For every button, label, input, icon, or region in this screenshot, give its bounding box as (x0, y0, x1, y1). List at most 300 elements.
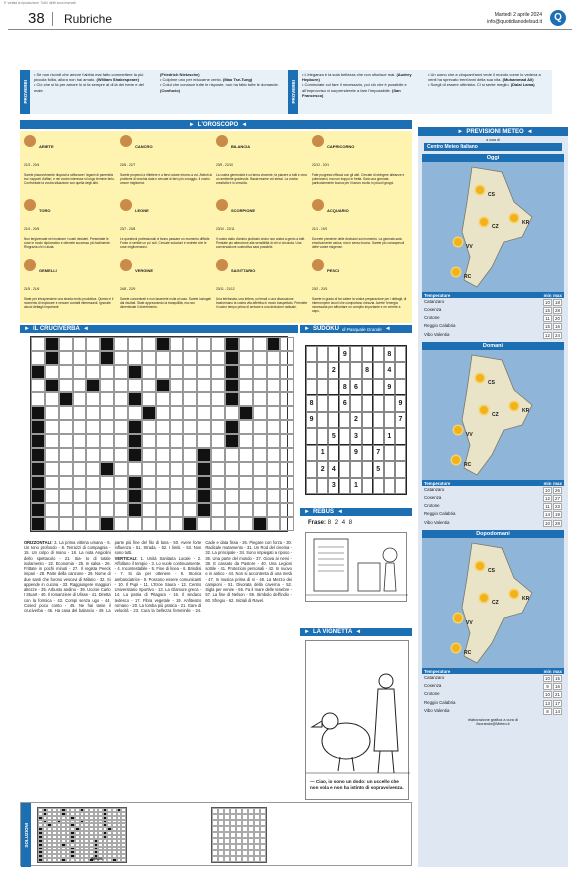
crossword-cell[interactable] (114, 462, 128, 476)
crossword-cell[interactable] (280, 365, 294, 379)
crossword-cell[interactable] (170, 503, 184, 517)
crossword-cell[interactable] (100, 392, 114, 406)
crossword-cell[interactable] (253, 434, 267, 448)
sudoku-cell[interactable] (317, 412, 328, 428)
sudoku-cell[interactable] (328, 379, 339, 395)
sudoku-cell[interactable] (395, 362, 406, 378)
crossword-cell[interactable] (100, 406, 114, 420)
crossword-cell[interactable] (197, 337, 211, 351)
crossword-cell[interactable] (45, 517, 59, 531)
crossword-cell[interactable] (86, 406, 100, 420)
crossword-cell[interactable] (114, 420, 128, 434)
sudoku-cell[interactable] (306, 461, 317, 477)
crossword-cell[interactable] (86, 337, 100, 351)
sudoku-cell[interactable] (306, 362, 317, 378)
crossword-cell[interactable] (128, 406, 142, 420)
crossword-cell[interactable] (45, 503, 59, 517)
crossword-cell[interactable] (267, 517, 281, 531)
sudoku-cell[interactable] (362, 428, 373, 444)
crossword-cell[interactable] (114, 489, 128, 503)
sudoku-cell[interactable] (395, 379, 406, 395)
crossword-cell[interactable] (59, 448, 73, 462)
crossword-cell[interactable] (170, 365, 184, 379)
crossword-cell[interactable] (267, 392, 281, 406)
crossword-cell[interactable] (142, 448, 156, 462)
crossword-cell[interactable] (239, 337, 253, 351)
crossword-cell[interactable] (59, 351, 73, 365)
crossword-cell[interactable] (239, 392, 253, 406)
capricorno-icon (312, 135, 324, 147)
crossword-cell[interactable] (183, 476, 197, 490)
crossword-cell[interactable] (59, 503, 73, 517)
crossword-cell[interactable] (239, 489, 253, 503)
sudoku-cell[interactable] (339, 362, 350, 378)
crossword-cell[interactable] (183, 434, 197, 448)
crossword-cell[interactable] (253, 489, 267, 503)
sudoku-cell[interactable] (362, 461, 373, 477)
sudoku-cell[interactable] (373, 362, 384, 378)
crossword-cell[interactable] (239, 462, 253, 476)
vignetta-caption: — Ciao, io sono un dodo: un uccello che non vola e non ha istinto di sopravvivenza. (310, 779, 404, 790)
crossword-cell[interactable] (45, 489, 59, 503)
crossword-cell[interactable] (142, 351, 156, 365)
crossword-cell[interactable] (59, 476, 73, 490)
section-title: Rubriche (64, 12, 113, 26)
crossword-cell[interactable] (280, 489, 294, 503)
crossword-cell[interactable] (211, 337, 225, 351)
sudoku-cell[interactable] (362, 478, 373, 494)
crossword-cell[interactable] (45, 365, 59, 379)
crossword-cell[interactable] (156, 406, 170, 420)
crossword-cell[interactable] (280, 351, 294, 365)
crossword-cell[interactable] (114, 503, 128, 517)
sudoku-cell[interactable] (384, 478, 395, 494)
crossword-cell[interactable] (170, 337, 184, 351)
temperature-row: Cosenza 9 16 (422, 683, 564, 691)
sudoku-cell[interactable] (328, 445, 339, 461)
sudoku-cell[interactable] (339, 461, 350, 477)
sudoku-cell[interactable] (395, 461, 406, 477)
crossword-cell[interactable] (170, 379, 184, 393)
sudoku-cell[interactable] (328, 395, 339, 411)
crossword-cell[interactable] (225, 448, 239, 462)
sudoku-cell[interactable] (306, 428, 317, 444)
sudoku-cell[interactable] (395, 478, 406, 494)
crossword-cell[interactable] (73, 462, 87, 476)
sudoku-cell[interactable] (384, 412, 395, 428)
sudoku-cell[interactable] (317, 428, 328, 444)
crossword-cell[interactable] (100, 379, 114, 393)
crossword-cell[interactable] (280, 337, 294, 351)
crossword-cell[interactable] (128, 379, 142, 393)
sudoku-cell[interactable] (362, 395, 373, 411)
crossword-cell[interactable] (197, 406, 211, 420)
crossword-cell[interactable] (114, 406, 128, 420)
sudoku-cell[interactable] (362, 445, 373, 461)
crossword-cell[interactable] (211, 434, 225, 448)
crossword-cell[interactable] (253, 337, 267, 351)
crossword-cell[interactable] (100, 489, 114, 503)
crossword-cell[interactable] (197, 351, 211, 365)
crossword-cell[interactable] (197, 379, 211, 393)
crossword-cell[interactable] (114, 392, 128, 406)
sudoku-cell[interactable] (306, 445, 317, 461)
crossword-cell[interactable] (225, 503, 239, 517)
sudoku-cell[interactable] (339, 478, 350, 494)
crossword-cell[interactable] (280, 406, 294, 420)
sudoku-cell[interactable] (373, 412, 384, 428)
crossword-cell[interactable] (211, 392, 225, 406)
crossword-cell[interactable] (100, 503, 114, 517)
crossword-cell[interactable] (86, 462, 100, 476)
map-label-cs: CS (488, 380, 495, 387)
crossword-cell[interactable] (73, 406, 87, 420)
crossword-cell[interactable] (183, 489, 197, 503)
crossword-cell[interactable] (128, 517, 142, 531)
crossword-cell[interactable] (128, 462, 142, 476)
crossword-cell[interactable] (45, 476, 59, 490)
crossword-cell[interactable] (267, 476, 281, 490)
crossword-cell[interactable] (59, 420, 73, 434)
sudoku-cell: 1 (384, 428, 395, 444)
crossword-cell[interactable] (253, 476, 267, 490)
sudoku-cell[interactable] (384, 445, 395, 461)
crossword-cell[interactable] (280, 448, 294, 462)
crossword-cell[interactable] (45, 434, 59, 448)
crossword-cell[interactable] (280, 476, 294, 490)
crossword-cell[interactable] (183, 420, 197, 434)
crossword-cell[interactable] (225, 476, 239, 490)
sudoku-cell[interactable] (362, 346, 373, 362)
crossword-cell[interactable] (114, 517, 128, 531)
crossword-cell[interactable] (73, 503, 87, 517)
crossword-cell[interactable] (86, 517, 100, 531)
crossword-cell[interactable] (211, 406, 225, 420)
sudoku-cell[interactable] (395, 428, 406, 444)
crossword-cell[interactable] (170, 448, 184, 462)
crossword-cell[interactable] (86, 476, 100, 490)
sudoku-cell[interactable] (350, 461, 361, 477)
dodo-cartoon (306, 641, 410, 781)
sudoku-cell[interactable] (317, 395, 328, 411)
crossword-cell[interactable] (239, 434, 253, 448)
sudoku-cell[interactable] (317, 346, 328, 362)
crossword-cell[interactable] (114, 448, 128, 462)
crossword-cell[interactable] (183, 351, 197, 365)
crossword-cell[interactable] (142, 434, 156, 448)
crossword-cell[interactable] (253, 351, 267, 365)
sudoku-cell[interactable] (339, 412, 350, 428)
sudoku-cell[interactable] (328, 346, 339, 362)
sudoku-cell[interactable] (373, 346, 384, 362)
crossword-cell[interactable] (100, 365, 114, 379)
crossword-cell[interactable] (86, 365, 100, 379)
crossword-cell[interactable] (73, 392, 87, 406)
crossword-cell[interactable] (211, 420, 225, 434)
crossword-cell[interactable] (239, 503, 253, 517)
sudoku-cell[interactable] (373, 428, 384, 444)
crossword-cell[interactable] (86, 392, 100, 406)
rebus-frase: Frase: 8 2 4 8 (308, 520, 354, 526)
crossword-cell[interactable] (156, 448, 170, 462)
crossword-cell[interactable] (59, 379, 73, 393)
crossword-cell[interactable] (183, 392, 197, 406)
crossword-cell[interactable] (142, 517, 156, 531)
crossword-cell[interactable] (225, 517, 239, 531)
crossword-cell[interactable] (253, 448, 267, 462)
crossword-cell[interactable] (156, 351, 170, 365)
crossword-cell[interactable] (142, 420, 156, 434)
temperature-row: Catanzaro 10 26 (422, 486, 564, 494)
crossword-cell[interactable] (73, 420, 87, 434)
crossword-cell[interactable] (73, 337, 87, 351)
crossword-cell[interactable] (267, 434, 281, 448)
sudoku-cell[interactable] (350, 346, 361, 362)
crossword-cell[interactable] (253, 503, 267, 517)
crossword-cell (197, 489, 211, 503)
sudoku-cell[interactable] (317, 478, 328, 494)
crossword-cell[interactable] (114, 379, 128, 393)
crossword-cell[interactable] (170, 406, 184, 420)
crossword-cell[interactable] (73, 489, 87, 503)
crossword-cell[interactable] (197, 434, 211, 448)
crossword-cell[interactable] (114, 434, 128, 448)
crossword-cell[interactable] (73, 517, 87, 531)
crossword-cell[interactable] (45, 462, 59, 476)
sudoku-cell[interactable] (339, 445, 350, 461)
crossword-cell[interactable] (114, 365, 128, 379)
crossword-cell[interactable] (31, 337, 45, 351)
crossword-cell[interactable] (280, 517, 294, 531)
crossword-cell[interactable] (253, 420, 267, 434)
crossword-cell[interactable] (142, 489, 156, 503)
sudoku-cell[interactable] (350, 362, 361, 378)
crossword-cell[interactable] (239, 351, 253, 365)
crossword-cell[interactable] (59, 517, 73, 531)
sudoku-cell[interactable] (384, 461, 395, 477)
crossword-cell[interactable] (156, 420, 170, 434)
crossword-cell[interactable] (280, 392, 294, 406)
crossword-cell[interactable] (128, 351, 142, 365)
crossword-cell[interactable] (114, 351, 128, 365)
crossword-cell[interactable] (267, 503, 281, 517)
crossword-cell[interactable] (142, 365, 156, 379)
crossword-cell[interactable] (253, 365, 267, 379)
sudoku-cell[interactable] (373, 379, 384, 395)
sudoku-grid[interactable] (305, 345, 407, 495)
meteo-credit-1: elaborazione grafica a cura di (468, 718, 518, 723)
sudoku-cell[interactable] (362, 412, 373, 428)
crossword-cell[interactable] (239, 379, 253, 393)
crossword-cell[interactable] (156, 392, 170, 406)
crossword-cell[interactable] (170, 351, 184, 365)
crossword-cell[interactable] (280, 420, 294, 434)
crossword-cell[interactable] (239, 448, 253, 462)
crossword-cell[interactable] (142, 337, 156, 351)
crossword-cell[interactable] (73, 379, 87, 393)
crossword-cell[interactable] (170, 420, 184, 434)
sudoku-cell[interactable] (317, 362, 328, 378)
crossword-cell[interactable] (183, 406, 197, 420)
crossword-cell[interactable] (267, 406, 281, 420)
sudoku-cell[interactable] (350, 395, 361, 411)
crossword-cell[interactable] (73, 434, 87, 448)
crossword-cell[interactable] (197, 517, 211, 531)
crossword-cell[interactable] (197, 392, 211, 406)
crossword-cell[interactable] (59, 462, 73, 476)
crossword-cell[interactable] (100, 448, 114, 462)
crossword-cell[interactable] (45, 448, 59, 462)
crossword-cell[interactable] (267, 448, 281, 462)
crossword-cell[interactable] (211, 462, 225, 476)
crossword-cell[interactable] (239, 517, 253, 531)
crossword-cell[interactable] (86, 434, 100, 448)
crossword-cell[interactable] (156, 503, 170, 517)
crossword-cell[interactable] (45, 406, 59, 420)
crossword-cell[interactable] (267, 379, 281, 393)
crossword-cell[interactable] (170, 476, 184, 490)
crossword-cell[interactable] (211, 351, 225, 365)
crossword-cell[interactable] (183, 365, 197, 379)
sudoku-cell[interactable] (317, 379, 328, 395)
crossword-cell[interactable] (211, 448, 225, 462)
crossword-cell[interactable] (73, 448, 87, 462)
crossword-cell[interactable] (280, 379, 294, 393)
crossword-cell[interactable] (267, 365, 281, 379)
crossword-grid[interactable] (30, 336, 288, 532)
sudoku-cell[interactable] (362, 379, 373, 395)
crossword-cell[interactable] (156, 476, 170, 490)
crossword-cell[interactable] (73, 476, 87, 490)
crossword-cell[interactable] (267, 489, 281, 503)
crossword-cell[interactable] (170, 489, 184, 503)
crossword-cell[interactable] (45, 392, 59, 406)
crossword-cell[interactable] (183, 503, 197, 517)
vignetta-header: ► LA VIGNETTA ◄ (300, 628, 412, 636)
crossword-cell[interactable] (73, 365, 87, 379)
crossword-cell[interactable] (59, 434, 73, 448)
crossword-cell[interactable] (86, 351, 100, 365)
crossword-cell[interactable] (239, 420, 253, 434)
sudoku-cell[interactable] (373, 395, 384, 411)
crossword-cell[interactable] (211, 489, 225, 503)
crossword-cell[interactable] (211, 517, 225, 531)
crossword-cell[interactable] (280, 462, 294, 476)
sudoku-cell[interactable] (339, 428, 350, 444)
bilancia-icon (216, 135, 228, 147)
crossword-cell[interactable] (225, 489, 239, 503)
crossword-cell[interactable] (86, 489, 100, 503)
crossword-cell[interactable] (183, 337, 197, 351)
crossword-cell[interactable] (128, 337, 142, 351)
sudoku-cell[interactable] (384, 395, 395, 411)
crossword-cell[interactable] (280, 434, 294, 448)
crossword-cell[interactable] (142, 476, 156, 490)
sun-icon (510, 214, 518, 222)
crossword-cell[interactable] (31, 379, 45, 393)
sudoku-cell[interactable] (306, 346, 317, 362)
sudoku-cell[interactable] (306, 478, 317, 494)
crossword-cell[interactable] (100, 420, 114, 434)
crossword-cell[interactable] (170, 517, 184, 531)
crossword-cell[interactable] (86, 448, 100, 462)
crossword-cell[interactable] (156, 365, 170, 379)
crossword-cell[interactable] (142, 462, 156, 476)
crossword-cell[interactable] (31, 392, 45, 406)
crossword-cell[interactable] (267, 462, 281, 476)
orizzontali-clues: 3. La prima vittima umana - 6. Un tono profondo - 8. Terrazzi di compagnia - 15. Un colpo di mano - 18. La nota Angiolini dello spettacolo - 21. Sia- to di totale isolamento - 22. Economia - 25. In salsa - 26. Frittate in pochi minuti - 27. Il regista Peeck impari - 28. Parte della canzone - 29. Nome di due santi che furono vescovi di Milano - 32. Si appende in cucina - 33. Raggiungere maggiori altezze - 35. Arbusto andino - 39. Uccise Carlo I Stuart - 40. Il romanziere di Ulisse - 41. Diretta con la formica - 43. Compi senza ugo - 44. Cosed poco conto - 45. Ne hai tanie il cruciverba - 46. Ha casa del balancio - 49. La parte più fine del filo di lana - 50. Avere forte influenza - 51. Strada. - 52. I limiti. - 53. Non sono tutti. (24, 540, 202, 614)
crossword-cell[interactable] (31, 351, 45, 365)
crossword-cell[interactable] (100, 434, 114, 448)
sun-icon (476, 186, 484, 194)
crossword-cell[interactable] (156, 489, 170, 503)
crossword-cell[interactable] (114, 337, 128, 351)
crossword-cell[interactable] (73, 351, 87, 365)
crossword-cell[interactable] (183, 448, 197, 462)
page-header (8, 8, 572, 30)
crossword-cell[interactable] (100, 476, 114, 490)
soluzione-sudoku (211, 807, 267, 863)
sudoku-cell[interactable] (306, 379, 317, 395)
crossword-cell[interactable] (197, 420, 211, 434)
crossword-cell (225, 420, 239, 434)
crossword-cell[interactable] (142, 379, 156, 393)
crossword-cell[interactable] (156, 462, 170, 476)
crossword-cell[interactable] (280, 503, 294, 517)
sudoku-cell[interactable] (328, 412, 339, 428)
crossword-cell[interactable] (253, 406, 267, 420)
crossword-cell[interactable] (59, 489, 73, 503)
crossword-cell[interactable] (253, 392, 267, 406)
sudoku-cell[interactable] (395, 346, 406, 362)
crossword-cell[interactable] (114, 476, 128, 490)
crossword-cell[interactable] (142, 392, 156, 406)
crossword-cell[interactable] (211, 365, 225, 379)
crossword-cell[interactable] (239, 476, 253, 490)
crossword-cell[interactable] (156, 517, 170, 531)
crossword-cell[interactable] (86, 420, 100, 434)
crossword-cell[interactable] (211, 503, 225, 517)
crossword-cell[interactable] (183, 462, 197, 476)
crossword-cell[interactable] (59, 365, 73, 379)
crossword-cell[interactable] (45, 420, 59, 434)
crossword-cell[interactable] (253, 379, 267, 393)
crossword-cell[interactable] (183, 379, 197, 393)
sagittario-icon (216, 259, 228, 271)
crossword-cell[interactable] (156, 434, 170, 448)
crossword-cell[interactable] (170, 434, 184, 448)
crossword-cell[interactable] (211, 476, 225, 490)
crossword-cell (225, 351, 239, 365)
crossword-cell[interactable] (267, 420, 281, 434)
crossword-cell[interactable] (225, 462, 239, 476)
crossword-cell[interactable] (170, 392, 184, 406)
crossword-cell[interactable] (225, 406, 239, 420)
crossword-cell[interactable] (197, 365, 211, 379)
crossword-cell[interactable] (239, 365, 253, 379)
crossword-cell[interactable] (170, 462, 184, 476)
crossword-cell[interactable] (86, 503, 100, 517)
crossword-cell[interactable] (253, 462, 267, 476)
crossword-cell[interactable] (59, 406, 73, 420)
sudoku-cell[interactable] (395, 445, 406, 461)
crossword-cell[interactable] (267, 351, 281, 365)
crossword-cell[interactable] (59, 337, 73, 351)
crossword-cell[interactable] (211, 379, 225, 393)
crossword-cell[interactable] (142, 503, 156, 517)
sudoku-cell[interactable] (373, 478, 384, 494)
header-email[interactable]: info@quotidianodelsud.it (487, 19, 542, 25)
